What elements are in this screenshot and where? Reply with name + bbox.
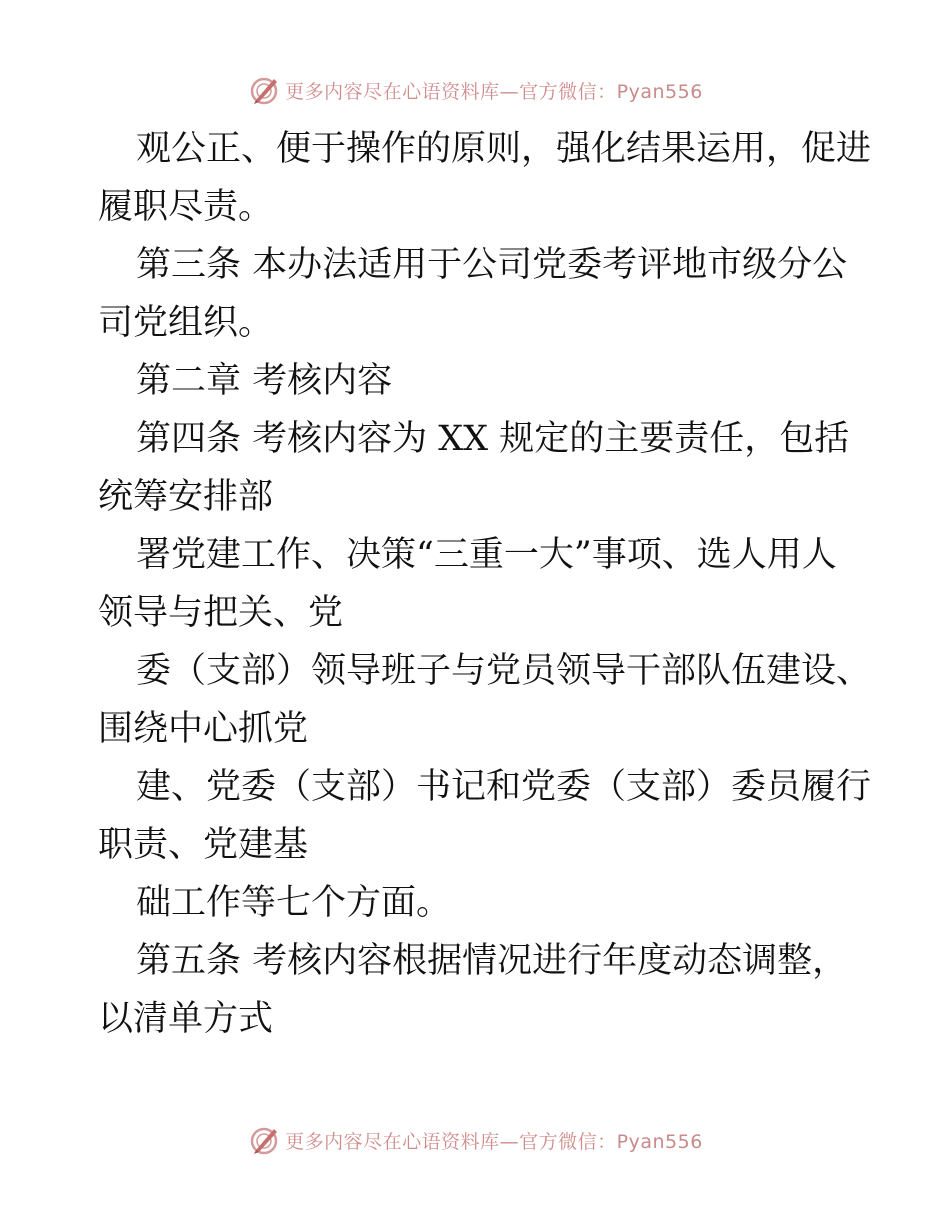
text-line: 围绕中心抓党 bbox=[98, 709, 309, 749]
pen-logo-icon bbox=[247, 73, 281, 107]
text-line: 职责、党建基 bbox=[98, 825, 309, 865]
text-line: 委（支部）领导班子与党员领导干部队伍建设、 bbox=[136, 651, 872, 691]
footer-banner bbox=[0, 1120, 950, 1160]
text-line: 司党组织。 bbox=[98, 303, 274, 343]
text-line: 建、党委（支部）书记和党委（支部）委员履行 bbox=[136, 767, 872, 807]
text-line: 领导与把关、党 bbox=[98, 593, 344, 633]
text-line: 统筹安排部 bbox=[98, 477, 274, 517]
text-line: 础工作等七个方面。 bbox=[136, 883, 452, 923]
text-line: 第二章 考核内容 bbox=[136, 361, 393, 401]
footer-wechat-handle: Pyan556 bbox=[616, 1130, 703, 1153]
header-banner-text: 更多内容尽在心语资料库—官方微信：Pyan556 bbox=[285, 80, 703, 103]
text-line: 观公正、便于操作的原则，强化结果运用，促进 bbox=[136, 129, 872, 169]
text-line: 以清单方式 bbox=[98, 999, 274, 1039]
header-banner bbox=[0, 70, 950, 110]
footer-banner-text: 更多内容尽在心语资料库—官方微信：Pyan556 bbox=[285, 1130, 703, 1153]
header-wechat-handle: Pyan556 bbox=[616, 80, 703, 103]
document-body bbox=[98, 120, 872, 1048]
text-line: 署党建工作、决策“三重一大”事项、选人用人 bbox=[136, 535, 837, 575]
text-line: 第五条 考核内容根据情况进行年度动态调整， bbox=[136, 941, 848, 981]
text-line: 第三条 本办法适用于公司党委考评地市级分公 bbox=[136, 245, 848, 285]
text-line: 第四条 考核内容为 XX 规定的主要责任，包括 bbox=[136, 419, 850, 459]
text-line: 履职尽责。 bbox=[98, 187, 274, 227]
pen-logo-icon bbox=[247, 1123, 281, 1157]
